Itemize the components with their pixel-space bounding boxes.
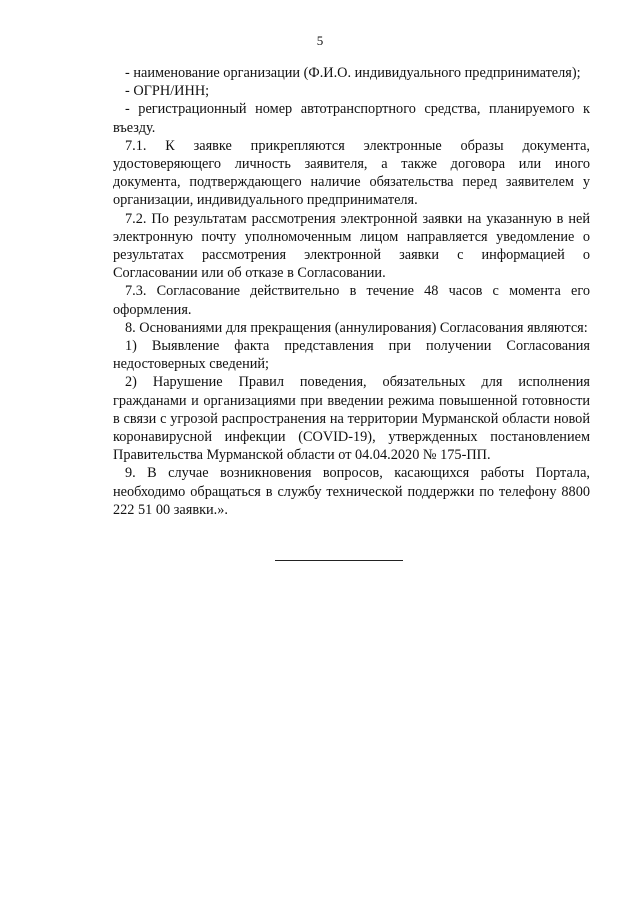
paragraph-8-item-1: 1) Выявление факта представления при получении Согласования недостоверных сведений; [113,338,590,373]
document-body [113,64,590,519]
paragraph-vehicle-number: - регистрационный номер автотранспортного средства, планируемого к въезду. [113,101,590,136]
paragraph-9: 9. В случае возникновения вопросов, касающихся работы Портала, необходимо обращаться в службу технической поддержки по телефону 8800 222 51 00 заявки.». [113,465,590,518]
closing-divider-line [275,560,403,561]
paragraph-ogrn-inn: - ОГРН/ИНН; [125,83,210,100]
paragraph-8-item-2: 2) Нарушение Правил поведения, обязательных для исполнения гражданами и организациями при введении режима повышенной готовности в связи с угрозой распространения на территории Мурманской области новой коронавирусной инфекции (COVID-19), утвержденных постановлением Правительства Мурманской области от 04.04.2020 № 175-ПП. [113,374,590,464]
paragraph-7-3: 7.3. Согласование действительно в течение 48 часов с момента его оформления. [113,283,590,318]
paragraph-organization-name: - наименование организации (Ф.И.О. индивидуального предпринимателя); [125,65,581,81]
paragraph-7-1: 7.1. К заявке прикрепляются электронные образы документа, удостоверяющего личность заявителя, а также договора или иного документа, подтверждающего наличие обязательства перед заявителем у организации, индивидуального предпринимателя. [113,137,590,209]
page-number: 5 [316,33,324,48]
paragraph-8: 8. Основаниями для прекращения (аннулирования) Согласования являются: [125,319,588,336]
paragraph-7-2: 7.2. По результатам рассмотрения электронной заявки на указанную в ней электронную почту уполномоченным лицом направляется уведомление о результатах рассмотрения электронной заявки с информацией о Согласовании или об отказе в Согласовании. [113,210,590,282]
